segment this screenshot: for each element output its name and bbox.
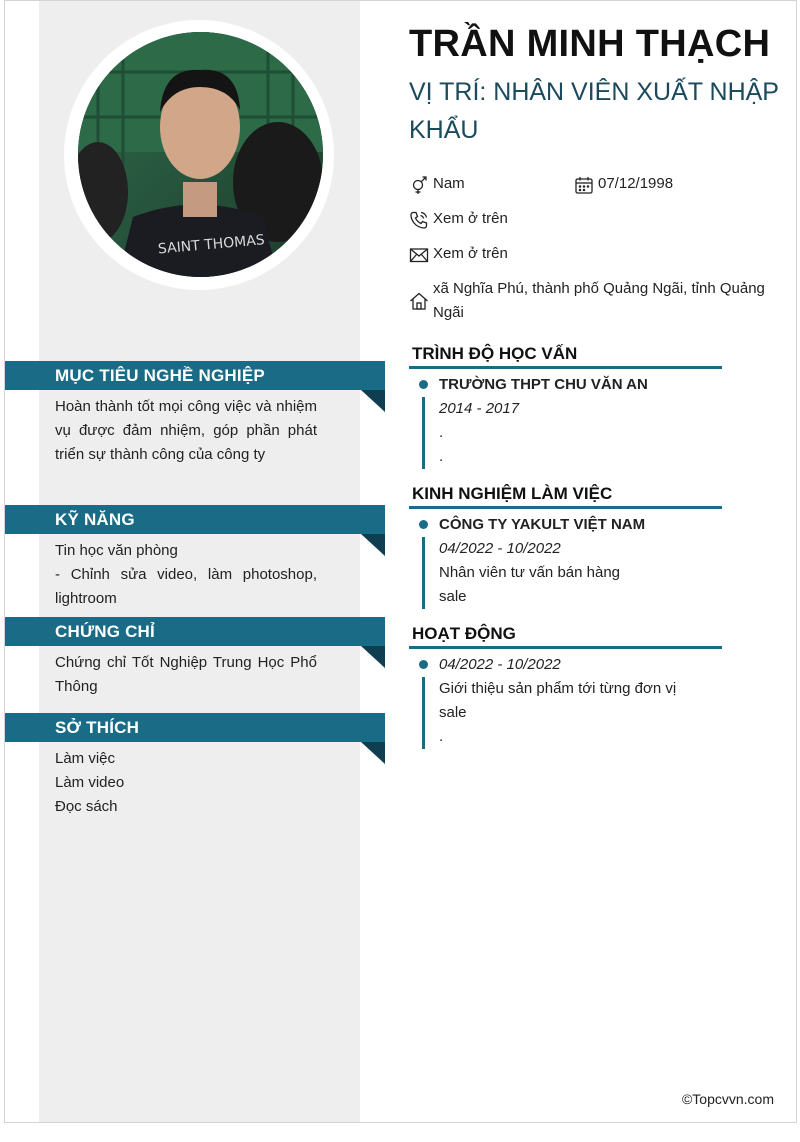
experience-description: sale: [439, 588, 467, 605]
timeline-dot: [419, 660, 428, 669]
timeline-dot: [419, 520, 428, 529]
hobby-item: Làm video: [55, 774, 125, 791]
education-detail: .: [439, 424, 444, 441]
company-name: CÔNG TY YAKULT VIỆT NAM: [439, 516, 646, 533]
activities-title: HOẠT ĐỘNG: [412, 624, 516, 643]
address-row: [409, 277, 784, 325]
email-value: Xem ở trên: [433, 245, 508, 262]
gender-value: Nam: [433, 175, 465, 192]
skills-text: [55, 539, 317, 611]
phone-value: Xem ở trên: [433, 210, 508, 227]
activity-entry: [439, 653, 719, 749]
experience-section: [409, 484, 722, 614]
envelope-icon: [409, 245, 429, 265]
address-value: xã Nghĩa Phú, thành phố Quảng Ngãi, tỉnh Quảng Ngãi: [433, 280, 765, 321]
school-name: TRƯỜNG THPT CHU VĂN AN: [439, 376, 648, 393]
avatar: [78, 32, 323, 277]
activity-description: sale: [439, 704, 467, 721]
experience-period: 04/2022 - 10/2022: [439, 540, 561, 557]
ribbon-fold: [361, 534, 385, 556]
education-section: [409, 344, 722, 474]
certificates-title: CHỨNG CHỈ: [55, 622, 155, 641]
hobbies-text: [55, 747, 317, 819]
gender-row: [409, 172, 569, 196]
objective-title: MỤC TIÊU NGHỀ NGHIỆP: [55, 366, 265, 385]
gender-icon: [409, 175, 429, 195]
education-period: 2014 - 2017: [439, 400, 520, 417]
candidate-position: VỊ TRÍ: NHÂN VIÊN XUẤT NHẬP KHẨU: [409, 78, 779, 144]
section-underline: [409, 366, 722, 369]
timeline-dot: [419, 380, 428, 389]
section-underline: [409, 646, 722, 649]
education-entry: [439, 373, 719, 469]
cv-page: [4, 0, 797, 1123]
timeline-line: [422, 677, 425, 749]
education-detail: .: [439, 448, 444, 465]
activities-section: [409, 624, 722, 754]
hobby-item: Làm việc: [55, 750, 116, 767]
skill-item: Tin học văn phòng: [55, 542, 178, 559]
skill-item: - Chỉnh sửa video, làm photoshop, lightroom: [55, 566, 317, 607]
education-title: TRÌNH ĐỘ HỌC VẤN: [412, 344, 578, 363]
objective-text: Hoàn thành tốt mọi công việc và nhiệm vụ được đảm nhiệm, góp phần phát triển sự thành công của công ty: [55, 398, 317, 463]
hobby-item: Đọc sách: [55, 798, 118, 815]
ribbon-fold: [361, 742, 385, 764]
birthdate-row: [574, 172, 774, 196]
hobbies-title: SỞ THÍCH: [55, 718, 140, 737]
experience-role: Nhân viên tư vấn bán hàng: [439, 564, 621, 581]
timeline-line: [422, 397, 425, 469]
section-underline: [409, 506, 722, 509]
timeline-line: [422, 537, 425, 609]
certificates-text: Chứng chỉ Tốt Nghiệp Trung Học Phổ Thông: [55, 654, 317, 695]
experience-entry: [439, 513, 719, 609]
email-row: [409, 242, 709, 266]
home-icon: [409, 291, 429, 311]
activity-description: Giới thiệu sản phẩm tới từng đơn vị: [439, 680, 677, 697]
birthdate-value: 07/12/1998: [598, 175, 674, 192]
candidate-name: TRẦN MINH THẠCH: [409, 23, 771, 65]
phone-row: [409, 207, 709, 231]
ribbon-fold: [361, 646, 385, 668]
phone-icon: [409, 210, 429, 230]
experience-title: KINH NGHIỆM LÀM VIỆC: [412, 484, 613, 503]
svg-text:SAINT THOMAS: SAINT THOMAS: [157, 232, 266, 258]
footer-watermark: ©Topcvvn.com: [681, 1091, 774, 1107]
calendar-icon: [574, 175, 594, 195]
ribbon-fold: [361, 390, 385, 412]
activity-description: .: [439, 728, 444, 745]
activity-period: 04/2022 - 10/2022: [439, 656, 561, 673]
skills-title: KỸ NĂNG: [55, 510, 135, 529]
